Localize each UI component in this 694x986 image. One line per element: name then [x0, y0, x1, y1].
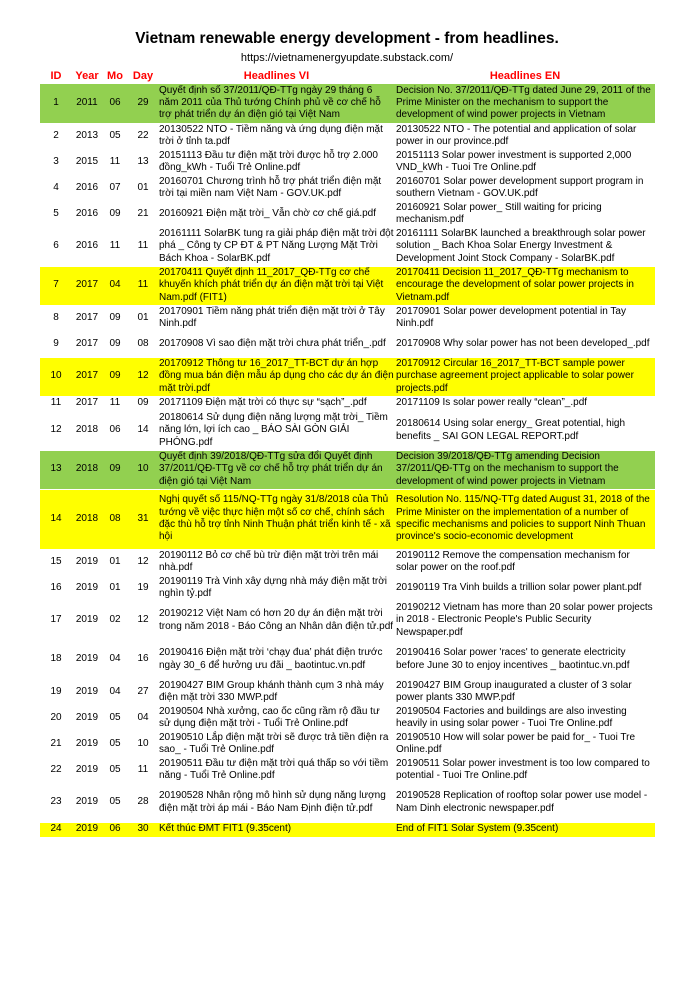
cell-month: 06	[102, 822, 128, 837]
source-url: https://vietnamenergyupdate.substack.com/	[240, 52, 454, 64]
cell-month: 05	[102, 757, 128, 783]
cell-id: 5	[40, 201, 72, 227]
table-row	[40, 411, 655, 450]
cell-year: 2019	[72, 549, 102, 575]
cell-headline-vi: 20160701 Chương trình hỗ trợ phát triển điện mặt trời tại miền nam Việt Nam - GOV.UK.pdf	[158, 175, 395, 201]
cell-headline-en: 20190212 Vietnam has more than 20 solar power projects in 2018 - Electronic People's Public Security Newspaper.pdf	[395, 601, 655, 640]
cell-id: 17	[40, 601, 72, 640]
cell-headline-en: 20161111 SolarBK launched a breakthrough solar power solution _ Bach Khoa Solar Energy Investment & Development Joint Stock Company - SolarBK.pdf	[395, 227, 655, 266]
cell-month: 11	[102, 396, 128, 411]
cell-headline-en: 20130522 NTO - The potential and application of solar power in our province.pdf	[395, 123, 655, 149]
cell-year: 2018	[72, 489, 102, 549]
cell-headline-vi: 20190510 Lắp điện mặt trời sẽ được trả tiền điện ra sao_ - Tuổi Trẻ Online.pdf	[158, 731, 395, 757]
cell-month: 05	[102, 705, 128, 731]
cell-month: 09	[102, 331, 128, 357]
cell-month: 02	[102, 601, 128, 640]
cell-id: 18	[40, 640, 72, 679]
cell-headline-vi: 20161111 SolarBK tung ra giải pháp điện mặt trời đột phá _ Công ty CP ĐT & PT Năng Lượng Mặt Trời Bách Khoa - SolarBK.pdf	[158, 227, 395, 266]
table-header-row	[40, 67, 655, 84]
cell-headline-en: 20170901 Solar power development potential in Tay Ninh.pdf	[395, 305, 655, 331]
table-row	[40, 705, 655, 731]
cell-id: 14	[40, 489, 72, 549]
cell-headline-en: 20190511 Solar power investment is too low compared to potential - Tuoi Tre Online.pdf	[395, 757, 655, 783]
cell-id: 16	[40, 575, 72, 601]
cell-headline-vi: Kết thúc ĐMT FIT1 (9.35cent)	[158, 822, 395, 837]
cell-headline-en: 20160701 Solar power development support program in southern Vietnam - GOV.UK.pdf	[395, 175, 655, 201]
cell-day: 08	[128, 331, 158, 357]
cell-year: 2016	[72, 175, 102, 201]
cell-month: 06	[102, 84, 128, 123]
cell-id: 19	[40, 679, 72, 705]
cell-headline-vi: 20190504 Nhà xưởng, cao ốc cũng rầm rộ đầu tư sử dụng điện mặt trời - Tuổi Trẻ Online.pdf	[158, 705, 395, 731]
cell-month: 09	[102, 357, 128, 396]
cell-headline-en: 20190416 Solar power 'races' to generate electricity before June 30 to enjoy incentives _ baotintuc.vn.pdf	[395, 640, 655, 679]
cell-day: 29	[128, 84, 158, 123]
header-month: Mo	[107, 69, 123, 82]
cell-year: 2016	[72, 201, 102, 227]
cell-month: 08	[102, 489, 128, 549]
cell-year: 2016	[72, 227, 102, 266]
cell-headline-vi: 20171109 Điện mặt trời có thực sự “sạch”_.pdf	[158, 396, 395, 411]
cell-day: 19	[128, 575, 158, 601]
cell-id: 10	[40, 357, 72, 396]
cell-headline-vi: 20151113 Đầu tư điện mặt trời được hỗ trợ 2.000 đồng_kWh - Tuổi Trẻ Online.pdf	[158, 149, 395, 175]
cell-month: 11	[102, 149, 128, 175]
cell-headline-en: Resolution No. 115/NQ-TTg dated August 31, 2018 of the Prime Minister on the implementation of a number of specific mechanisms and policies to support Ninh Thuan province's socio-economic development	[395, 489, 655, 549]
cell-headline-vi: 20180614 Sử dụng điện năng lượng mặt trời_ Tiềm năng lớn, lợi ích cao _ BÁO SÀI GÒN GIẢI PHÓNG.pdf	[158, 411, 395, 450]
cell-headline-vi: Nghị quyết số 115/NQ-TTg ngày 31/8/2018 của Thủ tướng về việc thực hiện một số cơ chế, chính sách đặc thù hỗ trợ tỉnh Ninh Thuận phát triển kinh tế - xã hội	[158, 489, 395, 549]
cell-month: 06	[102, 411, 128, 450]
cell-headline-vi: 20170912 Thông tư 16_2017_TT-BCT dự án hợp đồng mua bán điện mẫu áp dụng cho các dự án điện mặt trời.pdf	[158, 357, 395, 396]
cell-day: 16	[128, 640, 158, 679]
cell-headline-en: 20180614 Using solar energy_ Great potential, high benefits _ SAI GON LEGAL REPORT.pdf	[395, 411, 655, 450]
header-headlines-vi: Headlines VI	[243, 69, 310, 82]
cell-headline-en: 20151113 Solar power investment is supported 2,000 VND_kWh - Tuoi Tre Online.pdf	[395, 149, 655, 175]
cell-month: 04	[102, 266, 128, 305]
cell-year: 2011	[72, 84, 102, 123]
table-row	[40, 489, 655, 549]
cell-id: 11	[40, 396, 72, 411]
cell-month: 05	[102, 123, 128, 149]
cell-headline-vi: 20130522 NTO - Tiềm năng và ứng dụng điện mặt trời ở tỉnh ta.pdf	[158, 123, 395, 149]
table-row	[40, 123, 655, 149]
cell-year: 2017	[72, 357, 102, 396]
cell-headline-vi: 20190416 Điện mặt trời ‘chạy đua’ phát điện trước ngày 30_6 để hưởng ưu đãi _ baotintuc.vn.pdf	[158, 640, 395, 679]
cell-headline-en: 20171109 Is solar power really “clean”_.pdf	[395, 396, 655, 411]
cell-year: 2017	[72, 305, 102, 331]
cell-year: 2019	[72, 679, 102, 705]
cell-year: 2017	[72, 331, 102, 357]
cell-id: 13	[40, 450, 72, 489]
cell-day: 01	[128, 305, 158, 331]
cell-year: 2018	[72, 411, 102, 450]
header-year: Year	[75, 69, 99, 82]
header-headlines-en: Headlines EN	[489, 69, 561, 82]
cell-year: 2019	[72, 783, 102, 822]
table-row	[40, 731, 655, 757]
cell-id: 2	[40, 123, 72, 149]
cell-day: 21	[128, 201, 158, 227]
cell-headline-vi: 20160921 Điện mặt trời_ Vẫn chờ cơ chế giá.pdf	[158, 201, 395, 227]
cell-headline-en: 20170908 Why solar power has not been developed_.pdf	[395, 331, 655, 357]
cell-id: 22	[40, 757, 72, 783]
cell-headline-vi: 20170411 Quyết định 11_2017_QĐ-TTg cơ chế khuyến khích phát triển dự án điện mặt trời tại Việt Nam.pdf (FIT1)	[158, 266, 395, 305]
cell-headline-vi: 20190112 Bỏ cơ chế bù trừ điện mặt trời trên mái nhà.pdf	[158, 549, 395, 575]
cell-day: 10	[128, 450, 158, 489]
cell-month: 05	[102, 783, 128, 822]
cell-day: 12	[128, 601, 158, 640]
table-row	[40, 575, 655, 601]
header-id: ID	[50, 69, 62, 82]
cell-headline-en: Decision No. 37/2011/QĐ-TTg dated June 29, 2011 of the Prime Minister on the mechanism to support the development of wind power projects in Vietnam	[395, 84, 655, 123]
cell-day: 12	[128, 549, 158, 575]
cell-id: 3	[40, 149, 72, 175]
cell-headline-vi: 20190511 Đầu tư điện mặt trời quá thấp so với tiềm năng - Tuổi Trẻ Online.pdf	[158, 757, 395, 783]
cell-year: 2019	[72, 757, 102, 783]
cell-headline-en: Decision 39/2018/QĐ-TTg amending Decision 37/2011/QĐ-TTg on the mechanism to support the development of wind power projects in Vietnam	[395, 450, 655, 489]
cell-month: 09	[102, 305, 128, 331]
cell-month: 09	[102, 201, 128, 227]
cell-year: 2019	[72, 601, 102, 640]
cell-headline-vi: Quyết định 39/2018/QĐ-TTg sửa đổi Quyết định 37/2011/QĐ-TTg về cơ chế hỗ trợ phát triển dự án điện gió tại Việt Nam	[158, 450, 395, 489]
table-row	[40, 396, 655, 411]
cell-year: 2013	[72, 123, 102, 149]
cell-headline-en: 20190427 BIM Group inaugurated a cluster of 3 solar power plants 330 MWP.pdf	[395, 679, 655, 705]
cell-day: 28	[128, 783, 158, 822]
header-day: Day	[132, 69, 154, 82]
cell-id: 4	[40, 175, 72, 201]
table-row	[40, 227, 655, 266]
cell-headline-en: 20190119 Tra Vinh builds a trillion solar power plant.pdf	[395, 575, 655, 601]
table-row	[40, 601, 655, 640]
cell-day: 11	[128, 757, 158, 783]
cell-day: 22	[128, 123, 158, 149]
cell-year: 2019	[72, 640, 102, 679]
cell-year: 2017	[72, 396, 102, 411]
cell-year: 2015	[72, 149, 102, 175]
cell-month: 09	[102, 450, 128, 489]
headlines-table	[40, 67, 655, 838]
cell-headline-en: 20170411 Decision 11_2017_QĐ-TTg mechanism to encourage the development of solar power projects in Vietnam.pdf	[395, 266, 655, 305]
cell-day: 11	[128, 227, 158, 266]
page-title: Vietnam renewable energy development - from headlines.	[135, 30, 559, 47]
cell-headline-vi: 20170908 Vì sao điện mặt trời chưa phát triển_.pdf	[158, 331, 395, 357]
table-row	[40, 640, 655, 679]
table-row	[40, 84, 655, 123]
cell-month: 11	[102, 227, 128, 266]
cell-month: 04	[102, 679, 128, 705]
cell-headline-en: 20190504 Factories and buildings are also investing heavily in using solar power - Tuoi Tre Online.pdf	[395, 705, 655, 731]
cell-headline-en: End of FIT1 Solar System (9.35cent)	[395, 822, 655, 837]
cell-day: 13	[128, 149, 158, 175]
cell-id: 6	[40, 227, 72, 266]
cell-year: 2019	[72, 822, 102, 837]
table-row	[40, 201, 655, 227]
cell-day: 14	[128, 411, 158, 450]
cell-headline-vi: 20190528 Nhân rộng mô hình sử dụng năng lượng điện mặt trời áp mái - Báo Nam Định điện tử.pdf	[158, 783, 395, 822]
cell-headline-vi: 20190119 Trà Vinh xây dựng nhà máy điện mặt trời nghìn tỷ.pdf	[158, 575, 395, 601]
cell-month: 07	[102, 175, 128, 201]
cell-id: 1	[40, 84, 72, 123]
cell-id: 8	[40, 305, 72, 331]
table-row	[40, 450, 655, 489]
table-row	[40, 305, 655, 331]
table-row	[40, 679, 655, 705]
cell-year: 2017	[72, 266, 102, 305]
cell-id: 20	[40, 705, 72, 731]
cell-headline-vi: Quyết định số 37/2011/QĐ-TTg ngày 29 tháng 6 năm 2011 của Thủ tướng Chính phủ về cơ chế hỗ trợ phát triển dự án điện gió tại Việt Nam	[158, 84, 395, 123]
cell-headline-en: 20190510 How will solar power be paid for_ - Tuoi Tre Online.pdf	[395, 731, 655, 757]
cell-day: 31	[128, 489, 158, 549]
table-row	[40, 175, 655, 201]
cell-id: 7	[40, 266, 72, 305]
cell-month: 01	[102, 549, 128, 575]
cell-year: 2019	[72, 575, 102, 601]
cell-headline-vi: 20190212 Việt Nam có hơn 20 dự án điện mặt trời trong năm 2018 - Báo Công an Nhân dân điện tử.pdf	[158, 601, 395, 640]
cell-id: 15	[40, 549, 72, 575]
cell-headline-en: 20190528 Replication of rooftop solar power use model - Nam Dinh electronic newspaper.pdf	[395, 783, 655, 822]
cell-year: 2019	[72, 705, 102, 731]
cell-id: 9	[40, 331, 72, 357]
cell-day: 30	[128, 822, 158, 837]
cell-id: 12	[40, 411, 72, 450]
cell-headline-en: 20190112 Remove the compensation mechanism for solar power on the roof.pdf	[395, 549, 655, 575]
cell-year: 2019	[72, 731, 102, 757]
cell-month: 05	[102, 731, 128, 757]
cell-month: 01	[102, 575, 128, 601]
cell-id: 21	[40, 731, 72, 757]
cell-id: 23	[40, 783, 72, 822]
table-row	[40, 331, 655, 357]
cell-headline-vi: 20170901 Tiềm năng phát triển điện mặt trời ở Tây Ninh.pdf	[158, 305, 395, 331]
cell-day: 10	[128, 731, 158, 757]
cell-id: 24	[40, 822, 72, 837]
cell-day: 11	[128, 266, 158, 305]
table-row	[40, 783, 655, 822]
cell-month: 04	[102, 640, 128, 679]
cell-headline-en: 20170912 Circular 16_2017_TT-BCT sample power purchase agreement project applicable to solar power projects.pdf	[395, 357, 655, 396]
cell-day: 04	[128, 705, 158, 731]
cell-headline-en: 20160921 Solar power_ Still waiting for pricing mechanism.pdf	[395, 201, 655, 227]
table-row	[40, 549, 655, 575]
table-row	[40, 757, 655, 783]
table-row	[40, 822, 655, 837]
table-row	[40, 266, 655, 305]
cell-day: 12	[128, 357, 158, 396]
cell-year: 2018	[72, 450, 102, 489]
cell-headline-vi: 20190427 BIM Group khánh thành cụm 3 nhà máy điện mặt trời 330 MWP.pdf	[158, 679, 395, 705]
cell-day: 09	[128, 396, 158, 411]
cell-day: 01	[128, 175, 158, 201]
table-row	[40, 149, 655, 175]
cell-day: 27	[128, 679, 158, 705]
table-row	[40, 357, 655, 396]
